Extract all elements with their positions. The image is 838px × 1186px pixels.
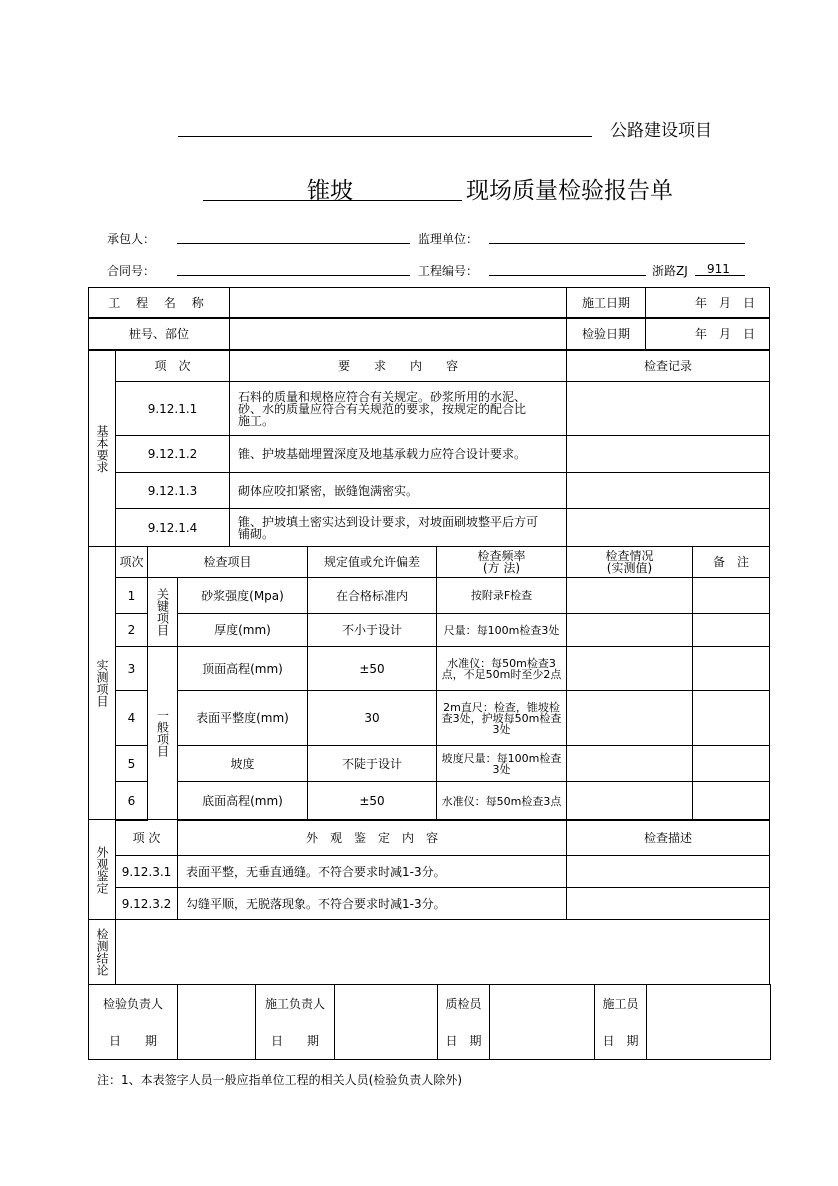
measured-row-item: 表面平整度(mm) xyxy=(177,690,308,746)
measured-row-no: 5 xyxy=(115,745,148,782)
measured-row-result[interactable] xyxy=(566,690,693,746)
measured-row-freq: 按附录F检查 xyxy=(436,577,567,614)
general-group-label: 一般项目 xyxy=(147,646,178,820)
signature-date-label: 日 期 xyxy=(602,1033,639,1048)
measured-row-spec: ±50 xyxy=(307,781,437,821)
basic-row-text: 砌体应咬扣紧密，嵌缝饱满密实。 xyxy=(229,472,567,509)
measured-col-spec: 规定值或允许偏差 xyxy=(307,546,437,578)
station-value[interactable] xyxy=(229,318,567,350)
project-no-field[interactable] xyxy=(489,275,646,276)
measured-row-spec: 不陡于设计 xyxy=(307,745,437,782)
appearance-row-text: 表面平整，无垂直通缝。不符合要求时减1-3分。 xyxy=(177,855,567,888)
measured-row-note[interactable] xyxy=(692,781,770,821)
appearance-row-desc[interactable] xyxy=(566,855,770,888)
supervisor-field[interactable] xyxy=(489,243,745,244)
footnote: 注：1、本表签字人员一般应指单位工程的相关人员(检验负责人除外) xyxy=(97,1073,463,1087)
measured-row-item: 顶面高程(mm) xyxy=(177,646,308,691)
measured-col-note: 备 注 xyxy=(692,546,770,578)
conclusion-field[interactable] xyxy=(115,919,770,985)
basic-row-id: 9.12.1.1 xyxy=(115,381,230,436)
basic-col-item: 项 次 xyxy=(115,350,230,382)
basic-row-record[interactable] xyxy=(566,508,770,547)
measured-row-result[interactable] xyxy=(566,781,693,821)
contract-no-label: 合同号： xyxy=(107,264,156,278)
project-name-line[interactable] xyxy=(178,136,592,137)
basic-row-id: 9.12.1.2 xyxy=(115,435,230,473)
measured-row-freq: 尺量：每100m检查3处 xyxy=(436,613,567,647)
signature-role: 施工负责人 xyxy=(264,996,325,1011)
basic-row-text: 锥、护坡填土密实达到设计要求，对坡面刷坡整平后方可铺砌。 xyxy=(229,508,567,547)
signature-role: 质检员 xyxy=(445,996,482,1011)
basic-row-id: 9.12.1.3 xyxy=(115,472,230,509)
measured-row-spec: 在合格标准内 xyxy=(307,577,437,614)
measured-row-note[interactable] xyxy=(692,690,770,746)
measured-col-result: 检查情况 (实测值) xyxy=(566,546,693,578)
form-no: 911 xyxy=(707,262,730,276)
measured-row-no: 6 xyxy=(115,781,148,821)
appearance-row-id: 9.12.3.2 xyxy=(115,887,178,920)
signature-field[interactable] xyxy=(646,984,771,1060)
project-no-label: 工程编号： xyxy=(418,264,479,278)
basic-row-text: 石料的质量和规格应符合有关规定。砂浆所用的水泥、砂、水的质量应符合有关规范的要求，按规定的配合比施工。 xyxy=(229,381,567,436)
appearance-row-id: 9.12.3.1 xyxy=(115,855,178,888)
measured-row-freq: 水准仪：每50m检查3点 xyxy=(436,781,567,821)
basic-row-record[interactable] xyxy=(566,381,770,436)
inspect-date-label: 检验日期 xyxy=(566,318,646,350)
measured-row-no: 2 xyxy=(115,613,148,647)
measured-row-note[interactable] xyxy=(692,745,770,782)
basic-section-label: 基本要求 xyxy=(88,350,116,547)
measured-row-spec: 30 xyxy=(307,690,437,746)
contractor-label: 承包人： xyxy=(107,232,156,246)
measured-row-item: 底面高程(mm) xyxy=(177,781,308,821)
basic-row-record[interactable] xyxy=(566,472,770,509)
basic-col-record: 检查记录 xyxy=(566,350,770,382)
conclusion-label: 检测结论 xyxy=(88,919,116,985)
appearance-col-desc: 检查描述 xyxy=(566,819,770,856)
signature-date-label: 日 期 xyxy=(108,1033,157,1048)
measured-row-no: 1 xyxy=(115,577,148,614)
appearance-section-label: 外观鉴定 xyxy=(88,819,116,920)
signature-label xyxy=(594,984,647,1060)
measured-col-freq: 检查频率 (方 法) xyxy=(436,546,567,578)
measured-row-no: 4 xyxy=(115,690,148,746)
basic-col-req: 要 求 内 容 xyxy=(229,350,567,382)
measured-row-item: 坡度 xyxy=(177,745,308,782)
contract-no-field[interactable] xyxy=(177,275,410,276)
measured-row-spec: 不小于设计 xyxy=(307,613,437,647)
project-suffix: 公路建设项目 xyxy=(610,121,712,141)
appearance-col-item: 项 次 xyxy=(115,819,178,856)
basic-row-record[interactable] xyxy=(566,435,770,473)
signature-field[interactable] xyxy=(334,984,438,1060)
measured-row-note[interactable] xyxy=(692,577,770,614)
signature-field[interactable] xyxy=(177,984,256,1060)
measured-col-no: 项次 xyxy=(115,546,148,578)
measured-row-note[interactable] xyxy=(692,613,770,647)
title-subject: 锥坡 xyxy=(307,178,353,204)
signature-date-label: 日 期 xyxy=(445,1033,482,1048)
inspect-date-value[interactable]: 年 月 日 xyxy=(645,318,770,350)
form-prefix: 浙路ZJ xyxy=(652,264,688,278)
measured-row-no: 3 xyxy=(115,646,148,691)
basic-row-id: 9.12.1.4 xyxy=(115,508,230,547)
project-name-label: 工 程 名 称 xyxy=(88,287,230,318)
supervisor-label: 监理单位： xyxy=(418,232,479,246)
appearance-row-text: 勾缝平顺，无脱落现象。不符合要求时减1-3分。 xyxy=(177,887,567,920)
key-group-label: 关键项目 xyxy=(147,577,178,647)
appearance-row-desc[interactable] xyxy=(566,887,770,920)
measured-row-result[interactable] xyxy=(566,613,693,647)
contractor-field[interactable] xyxy=(177,243,410,244)
measured-col-item: 检查项目 xyxy=(147,546,308,578)
measured-row-freq: 2m直尺：检查，锥坡检查3处，护坡每50m检查3处 xyxy=(436,690,567,746)
signature-role: 施工员 xyxy=(602,996,639,1011)
station-label: 桩号、部位 xyxy=(88,318,230,350)
signature-role: 检验负责人 xyxy=(102,996,163,1011)
project-name-value[interactable] xyxy=(229,287,567,318)
measured-row-spec: ±50 xyxy=(307,646,437,691)
basic-row-text: 锥、护坡基础埋置深度及地基承载力应符合设计要求。 xyxy=(229,435,567,473)
measured-row-item: 厚度(mm) xyxy=(177,613,308,647)
measured-row-result[interactable] xyxy=(566,745,693,782)
measured-row-result[interactable] xyxy=(566,646,693,691)
signature-label xyxy=(88,984,178,1060)
signature-field[interactable] xyxy=(489,984,595,1060)
measured-row-freq: 坡度尺量：每100m检查3处 xyxy=(436,745,567,782)
measured-row-item: 砂浆强度(Mpa) xyxy=(177,577,308,614)
build-date-value[interactable]: 年 月 日 xyxy=(645,287,770,318)
measured-row-result[interactable] xyxy=(566,577,693,614)
appearance-col-content: 外 观 鉴 定 内 容 xyxy=(177,819,567,856)
measured-section-label: 实测项目 xyxy=(88,546,116,820)
build-date-label: 施工日期 xyxy=(566,287,646,318)
measured-row-freq: 水准仪：每50m检查3点，不足50m时至少2点 xyxy=(436,646,567,691)
signature-date-label: 日 期 xyxy=(270,1033,319,1048)
measured-row-note[interactable] xyxy=(692,646,770,691)
page-title: 现场质量检验报告单 xyxy=(466,178,673,204)
signature-label xyxy=(437,984,490,1060)
signature-label xyxy=(255,984,335,1060)
